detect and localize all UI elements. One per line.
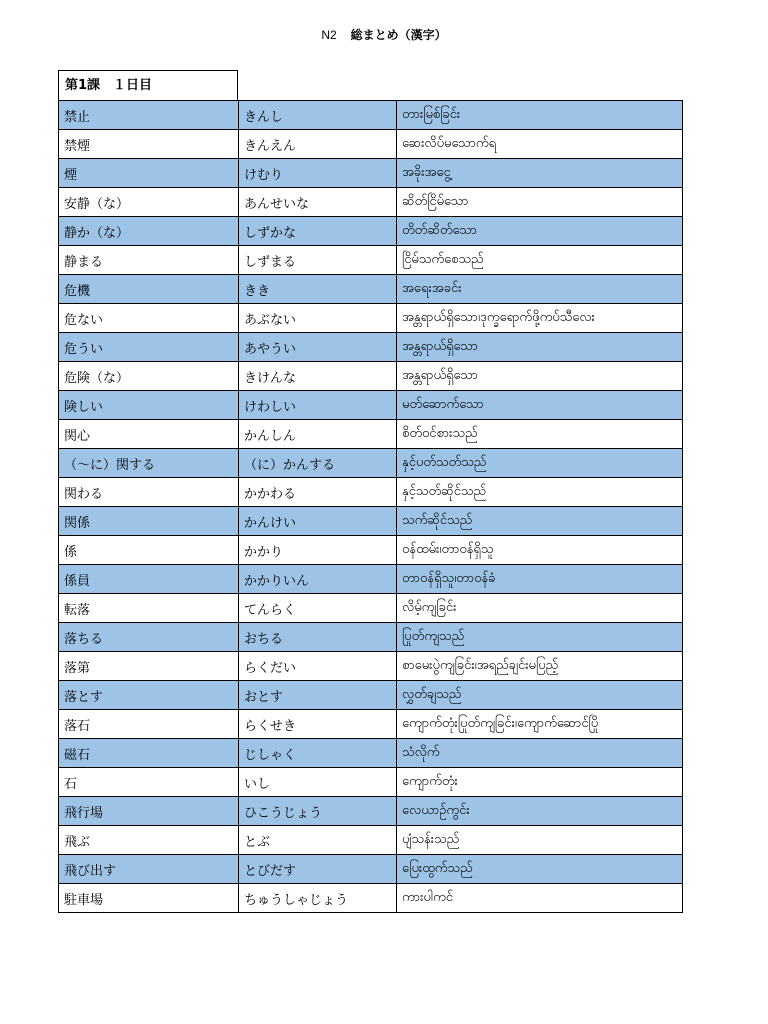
table-row [59, 449, 683, 478]
kanji-cell: 関わる [59, 478, 239, 507]
meaning-cell: နှင့်ပတ်သတ်သည် [397, 449, 683, 478]
reading-cell: かかりいん [239, 565, 397, 594]
meaning-cell: စာမေးပွဲကျခြင်း၊အရည်ချင်းမပြည့် [397, 652, 683, 681]
reading-cell: いし [239, 768, 397, 797]
meaning-cell: တိတ်ဆိတ်သော [397, 217, 683, 246]
kanji-cell: 飛び出す [59, 855, 239, 884]
meaning-cell: လိမ့်ကျခြင်း [397, 594, 683, 623]
kanji-cell: 静まる [59, 246, 239, 275]
table-row [59, 826, 683, 855]
reading-cell: とぶ [239, 826, 397, 855]
kanji-cell: 危険（な） [59, 362, 239, 391]
kanji-cell: 転落 [59, 594, 239, 623]
meaning-cell: အရေးအခင်း [397, 275, 683, 304]
reading-cell: じしゃく [239, 739, 397, 768]
page-title [0, 26, 768, 43]
reading-cell: かかり [239, 536, 397, 565]
table-row [59, 188, 683, 217]
meaning-cell: အခိုးအငွေ့ [397, 159, 683, 188]
reading-cell: けわしい [239, 391, 397, 420]
kanji-cell: 関心 [59, 420, 239, 449]
reading-cell: （に）かんする [239, 449, 397, 478]
kanji-cell: 危うい [59, 333, 239, 362]
reading-cell: あやうい [239, 333, 397, 362]
kanji-cell: 関係 [59, 507, 239, 536]
reading-cell: きけんな [239, 362, 397, 391]
meaning-cell: လွှတ်ချသည် [397, 681, 683, 710]
meaning-cell: အန္တရာယ်ရှိသော [397, 333, 683, 362]
kanji-cell: 煙 [59, 159, 239, 188]
meaning-cell: ကျောက်တုံးပြုတ်ကျခြင်း၊ကျောက်ဆောင်ပြို [397, 710, 683, 739]
table-row [59, 246, 683, 275]
level-label: N2 [321, 28, 337, 42]
reading-cell: きんえん [239, 130, 397, 159]
kanji-cell: 危機 [59, 275, 239, 304]
kanji-cell: 係 [59, 536, 239, 565]
reading-cell: かんしん [239, 420, 397, 449]
kanji-cell: 駐車場 [59, 884, 239, 913]
table-row [59, 159, 683, 188]
table-row [59, 652, 683, 681]
reading-cell: かんけい [239, 507, 397, 536]
table-row [59, 855, 683, 884]
meaning-cell: လေယာဉ်ကွင်း [397, 797, 683, 826]
table-row [59, 101, 683, 130]
reading-cell: ひこうじょう [239, 797, 397, 826]
meaning-cell: တားမြစ်ခြင်း [397, 101, 683, 130]
kanji-cell: 安静（な） [59, 188, 239, 217]
kanji-cell: 係員 [59, 565, 239, 594]
table-row [59, 217, 683, 246]
table-row [59, 681, 683, 710]
kanji-cell: 落とす [59, 681, 239, 710]
vocab-table [58, 100, 683, 913]
kanji-cell: 磁石 [59, 739, 239, 768]
table-row [59, 884, 683, 913]
kanji-cell: 険しい [59, 391, 239, 420]
reading-cell: らくだい [239, 652, 397, 681]
kanji-cell: （～に）関する [59, 449, 239, 478]
reading-cell: てんらく [239, 594, 397, 623]
kanji-cell: 飛行場 [59, 797, 239, 826]
kanji-cell: 石 [59, 768, 239, 797]
meaning-cell: အန္တရာယ်ရှိသော၊ဒုက္ခရောက်ဖို့ကပ်သီလေး [397, 304, 683, 333]
kanji-cell: 落石 [59, 710, 239, 739]
reading-cell: しずかな [239, 217, 397, 246]
meaning-cell: သံလိုက် [397, 739, 683, 768]
vocab-table-body [59, 101, 683, 913]
meaning-cell: အန္တရာယ်ရှိသော [397, 362, 683, 391]
meaning-cell: ဝန်ထမ်း၊တာဝန်ရှိသူ [397, 536, 683, 565]
table-row [59, 130, 683, 159]
kanji-cell: 落第 [59, 652, 239, 681]
meaning-cell: ဆေးလိပ်မသောက်ရ [397, 130, 683, 159]
meaning-cell: မတ်ဆောက်သော [397, 391, 683, 420]
table-row [59, 623, 683, 652]
table-row [59, 739, 683, 768]
meaning-cell: ပြုတ်ကျသည် [397, 623, 683, 652]
reading-cell: しずまる [239, 246, 397, 275]
meaning-cell: ကားပါကင် [397, 884, 683, 913]
reading-cell: とびだす [239, 855, 397, 884]
table-row [59, 565, 683, 594]
title-text: 総まとめ（漢字） [350, 28, 447, 42]
kanji-cell: 静か（な） [59, 217, 239, 246]
kanji-cell: 禁煙 [59, 130, 239, 159]
kanji-cell: 飛ぶ [59, 826, 239, 855]
table-row [59, 507, 683, 536]
table-row [59, 536, 683, 565]
table-row [59, 304, 683, 333]
kanji-cell: 禁止 [59, 101, 239, 130]
reading-cell: きき [239, 275, 397, 304]
table-row [59, 333, 683, 362]
reading-cell: らくせき [239, 710, 397, 739]
reading-cell: おちる [239, 623, 397, 652]
table-row [59, 710, 683, 739]
reading-cell: けむり [239, 159, 397, 188]
meaning-cell: ကျောက်တုံး [397, 768, 683, 797]
meaning-cell: စိတ်ဝင်စားသည် [397, 420, 683, 449]
reading-cell: きんし [239, 101, 397, 130]
reading-cell: おとす [239, 681, 397, 710]
meaning-cell: တာဝန်ရှိသူ၊တာဝန်ခံ [397, 565, 683, 594]
reading-cell: あんせいな [239, 188, 397, 217]
lesson-header: 第1課 １日目 [58, 70, 238, 100]
meaning-cell: ပြေးထွက်သည် [397, 855, 683, 884]
kanji-cell: 危ない [59, 304, 239, 333]
reading-cell: ちゅうしゃじょう [239, 884, 397, 913]
reading-cell: かかわる [239, 478, 397, 507]
table-row [59, 797, 683, 826]
table-row [59, 420, 683, 449]
meaning-cell: ပျံသန်းသည် [397, 826, 683, 855]
meaning-cell: ဆိတ်ငြိမ်သော [397, 188, 683, 217]
meaning-cell: နှင့်သတ်ဆိုင်သည် [397, 478, 683, 507]
meaning-cell: ငြိမ်သက်စေသည် [397, 246, 683, 275]
table-row [59, 768, 683, 797]
table-row [59, 391, 683, 420]
meaning-cell: သက်ဆိုင်သည် [397, 507, 683, 536]
table-row [59, 362, 683, 391]
reading-cell: あぶない [239, 304, 397, 333]
table-row [59, 478, 683, 507]
kanji-cell: 落ちる [59, 623, 239, 652]
table-row [59, 594, 683, 623]
table-row [59, 275, 683, 304]
